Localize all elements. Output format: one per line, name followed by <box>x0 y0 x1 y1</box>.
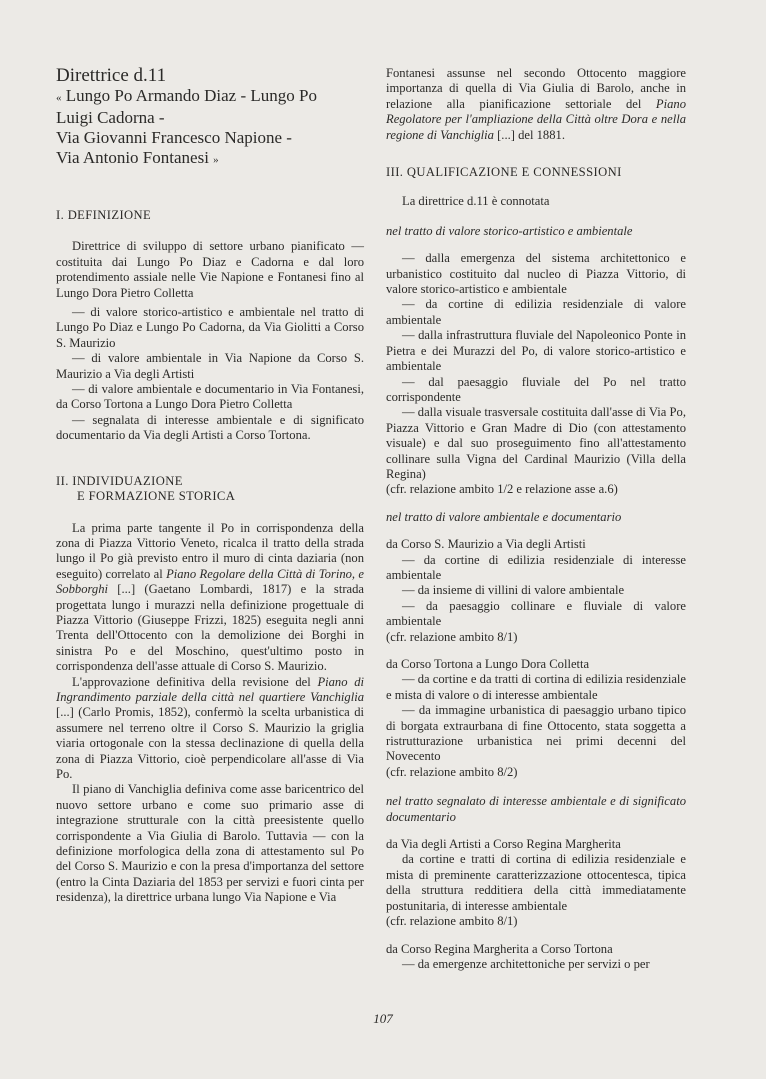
left-column <box>56 66 364 906</box>
list-item: — da emergenze architettoniche per servizi o per <box>402 956 650 971</box>
subsection-title: nel tratto segnalato di interesse ambientale e di significato documentario <box>386 794 686 824</box>
list-item: — dalla visuale trasversale costituita dall'asse di Via Po, Piazza Vittorio e Gran Madre di Dio (con attestamento visuale) e dal suo proseguimento fino all'attestamento collinare sulla Vigna del Cardinal Maurizio (Villa della Regina) <box>386 405 686 481</box>
definition-intro: Direttrice di sviluppo di settore urbano pianificato — costituita dai Lungo Po Diaz e Cadorna e dal loro protendimento assiale nelle Vie Napione e Fontanesi fino al Lungo Dora Pietro Colletta <box>56 239 364 300</box>
subtitle-line: Luigi Cadorna - <box>56 108 165 127</box>
section-heading-definizione: I. DEFINIZIONE <box>56 208 152 222</box>
page-title: Direttrice d.11 <box>56 65 167 86</box>
list-item: — da cortine e da tratti di cortina di edilizia residenziale e mista di valore o di interesse ambientale <box>386 672 686 702</box>
list-item: — dalla emergenza del sistema architettonico e urbanistico costituito dal nucleo di Piazza Vittorio, di valore storico-artistico e ambientale <box>386 251 686 297</box>
stretch-heading: da Corso Tortona a Lungo Dora Colletta <box>386 657 590 671</box>
list-item: da cortine e tratti di cortina di edilizia residenziale e mista di preminente caratterizzazione ottocentesca, tipica della struttura redditiera della città immediatamente postunitaria, di interesse ambientale <box>386 852 686 913</box>
list-item: — da cortine di edilizia residenziale di valore ambientale <box>386 297 686 327</box>
definition-item: — di valore storico-artistico e ambientale nel tratto di Lungo Po Diaz e Lungo Po Cadorna, da Via Giolitti a Corso S. Maurizio <box>56 305 364 350</box>
list-item: — da insieme di villini di valore ambientale <box>402 583 625 598</box>
history-paragraph: La prima parte tangente il Po in corrispondenza della zona di Piazza Vittorio Veneto, ricalca il tratto della strada lungo il Po già previsto entro il muro di cinta daziaria (non eseguito) correlato al Piano Regolare della Città di Torino, e Sobborghi [...] (Gaetano Lombardi, 1817) e la strada progettata lungo i murazzi nella definizione progettuale di Piazza Vittorio (Giuseppe Frizzi, 1825) eseguita negli anni Trenta dell'Ottocento con la demolizione dei Borghi in sinistra Po e del Moschino, quest'ultimo posto in corrispondenza dell'asse attuale di Corso S. Maurizio. <box>56 520 364 674</box>
subtitle-line: Via Giovanni Francesco Napione - <box>56 128 292 147</box>
reference-note: (cfr. relazione ambito 8/1) <box>386 629 518 644</box>
quote-open-mark: « <box>56 92 62 104</box>
stretch-heading: da Corso Regina Margherita a Corso Tortona <box>386 941 613 956</box>
stretch-heading: da Corso S. Maurizio a Via degli Artisti <box>386 537 586 552</box>
list-item: — dal paesaggio fluviale del Po nel tratto corrispondente <box>386 374 686 404</box>
reference-note: (cfr. relazione ambito 1/2 e relazione asse a.6) <box>386 482 618 497</box>
quote-close-mark: » <box>213 154 219 166</box>
list-item: — da cortine di edilizia residenziale di interesse ambientale <box>386 552 686 582</box>
definition-item: — di valore ambientale e documentario in Via Fontanesi, da Corso Tortona a Lungo Dora Pietro Colletta <box>56 382 364 412</box>
subsection-title: nel tratto di valore storico-artistico e ambientale <box>386 223 633 238</box>
definition-item: — di valore ambientale in Via Napione da Corso S. Maurizio a Via degli Artisti <box>56 351 364 381</box>
history-paragraph: Il piano di Vanchiglia definiva come asse baricentrico del nuovo settore urbano e come suo primario asse di integrazione strutturale con la città preesistente quello corrispondente a Via Giulia di Barolo. Tuttavia — con la definizione morfologica della zona di attestamento sul Po del Corso S. Maurizio e con la presa d'importanza del settore (entro la Cinta Daziaria del 1853 per servizi e fuori cinta per residenza), la direttrice urbana lungo Via Napione e Via <box>56 782 364 905</box>
subsection-list <box>386 251 686 498</box>
list-item: — dalla infrastruttura fluviale del Napoleonico Ponte in Pietra e dei Murazzi del Po, di valore storico-artistico e ambientale <box>386 328 686 374</box>
section-heading-individuazione: II. INDIVIDUAZIONE E FORMAZIONE STORICA <box>56 473 236 504</box>
subsection-title: nel tratto di valore ambientale e documentario <box>386 509 622 524</box>
reference-note: (cfr. relazione ambito 8/1) <box>386 914 518 929</box>
list-item: — da paesaggio collinare e fluviale di valore ambientale <box>386 598 686 629</box>
subtitle-line: Via Antonio Fontanesi » <box>56 148 219 167</box>
reference-note: (cfr. relazione ambito 8/2) <box>386 764 518 779</box>
title-subtitle <box>56 86 364 170</box>
qualification-intro: La direttrice d.11 è connotata <box>402 194 550 209</box>
section-heading-qualificazione: III. QUALIFICAZIONE E CONNESSIONI <box>386 165 622 180</box>
subtitle-line: « Lungo Po Armando Diaz - Lungo Po <box>56 86 317 105</box>
stretch-heading: da Via degli Artisti a Corso Regina Margherita <box>386 837 621 852</box>
history-paragraph: L'approvazione definitiva della revisione del Piano di Ingrandimento parziale della città nel quartiere Vanchiglia [...] (Carlo Promis, 1852), confermò la scelta urbanistica di assumere nel terreno oltre il Corso S. Maurizio la griglia viaria ortogonale con la stessa declinazione di quella della zona di Piazza Vittorio, cioè perpendicolare all'asse di Via Po. <box>56 674 364 781</box>
history-continuation: Fontanesi assunse nel secondo Ottocento maggiore importanza di quella di Via Giulia di Barolo, anche in relazione alla pianificazione settoriale del Piano Regolatore per l'ampliazione della Città oltre Dora e nella regione di Vanchiglia [...] del 1881. <box>386 66 686 142</box>
page-number: 107 <box>373 1011 393 1026</box>
right-column <box>386 66 686 972</box>
definition-item: — segnalata di interesse ambientale e di significato documentario da Via degli Artisti a Corso Tortona. <box>56 412 364 443</box>
list-item: — da immagine urbanistica di paesaggio urbano tipico di borgata extraurbana di fine Ottocento, stata soggetta a ristrutturazione urbanistica nei primi decenni del Novecento <box>386 703 686 764</box>
